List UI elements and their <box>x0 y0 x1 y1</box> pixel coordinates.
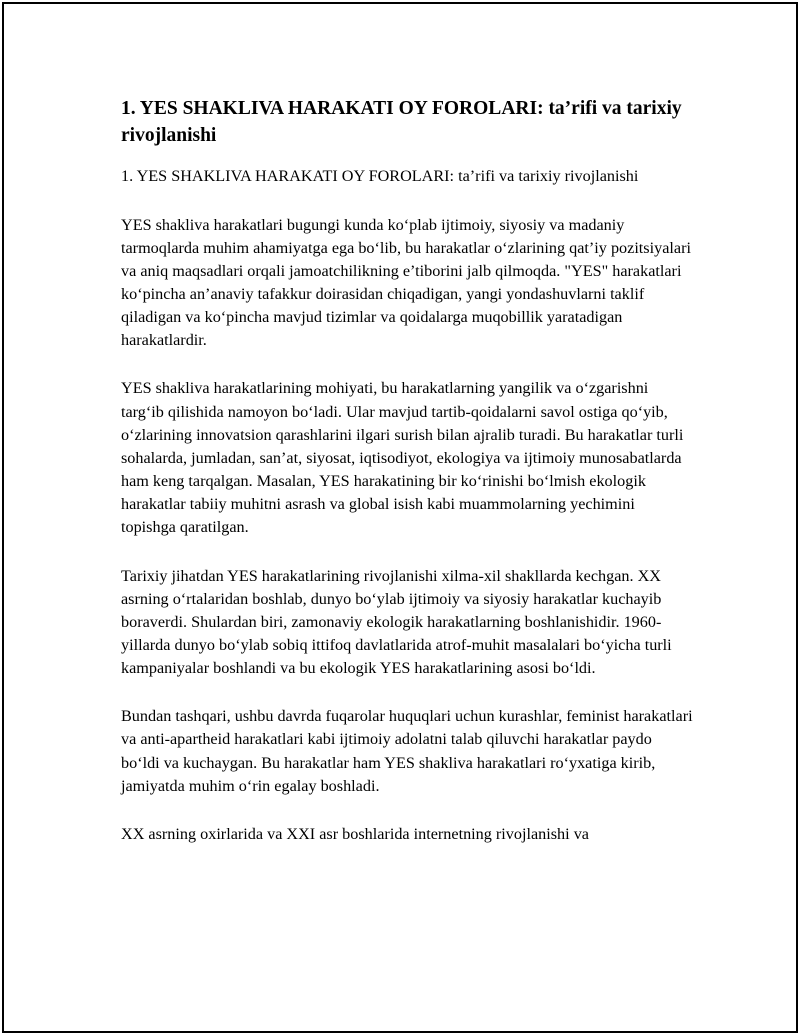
paragraph-1: YES shakliva harakatlari bugungi kunda ko‘plab ijtimoiy, siyosiy va madaniy tarmoqlarda muhim ahamiyatga ega bo‘lib, bu harakatlar o‘zlarining qat’iy pozitsiyalari va aniq maqsadlari orqali jamoatchilikning e’tiborini jalb qilmoqda. "YES" harakatlari ko‘pincha an’anaviy tafakkur doirasidan chiqadigan, yangi yondashuvlarni taklif qiladigan va ko‘pincha mavjud tizimlar va qoidalarga muqobillik yaratadigan harakatlardir. <box>121 215 691 350</box>
document-heading: 1. YES SHAKLIVA HARAKATI OY FOROLARI: ta’rifi va tarixiy rivojlanishi <box>121 98 682 146</box>
paragraph-4: Bundan tashqari, ushbu davrda fuqarolar huquqlari uchun kurashlar, feminist harakatlari va anti-apartheid harakatlari kabi ijtimoiy adolatni talab qiluvchi harakatlar paydo bo‘ldi va kuchaygan. Bu harakatlar ham YES shakliva harakatlari ro‘yxatiga kirib, jamiyatda muhim o‘rin egalay boshladi. <box>121 707 693 795</box>
paragraph-2: YES shakliva harakatlarining mohiyati, bu harakatlarning yangilik va o‘zgarishni targ‘ib qilishida namoyon bo‘ladi. Ular mavjud tartib-qoidalarni savol ostiga qo‘yib, o‘zlarining innovatsion qarashlarini ilgari surish bilan ajralib turadi. Bu harakatlar turli sohalarda, jumladan, san’at, siyosat, iqtisodiyot, ekologiya va ijtimoiy munosabatlarda ham keng tarqalgan. Masalan, YES harakatining bir ko‘rinishi bo‘lmish ekologik harakatlar tabiiy muhitni asrash va global isish kabi muammolarning yechimini topishga qaratilgan. <box>121 379 684 537</box>
paragraph-5: XX asrning oxirlarida va XXI asr boshlarida internetning rivojlanishi va <box>121 824 589 843</box>
paragraph-3: Tarixiy jihatdan YES harakatlarining rivojlanishi xilma-xil shakllarda kechgan. XX asrning o‘rtalaridan boshlab, dunyo bo‘ylab ijtimoiy va siyosiy harakatlar kuchayib boraverdi. Shulardan biri, zamonaviy ekologik harakatlarning boshlanishidir. 1960-yillarda dunyo bo‘ylab sobiq ittifoq davlatlarida atrof-muhit masalalari bo‘yicha turli kampaniyalar boshlandi va bu ekologik YES harakatlarining asosi bo‘ldi. <box>121 566 672 678</box>
page-frame <box>2 2 798 1033</box>
document-subheading: 1. YES SHAKLIVA HARAKATI OY FOROLARI: ta’rifi va tarixiy rivojlanishi <box>121 167 639 186</box>
document-body <box>121 96 693 846</box>
